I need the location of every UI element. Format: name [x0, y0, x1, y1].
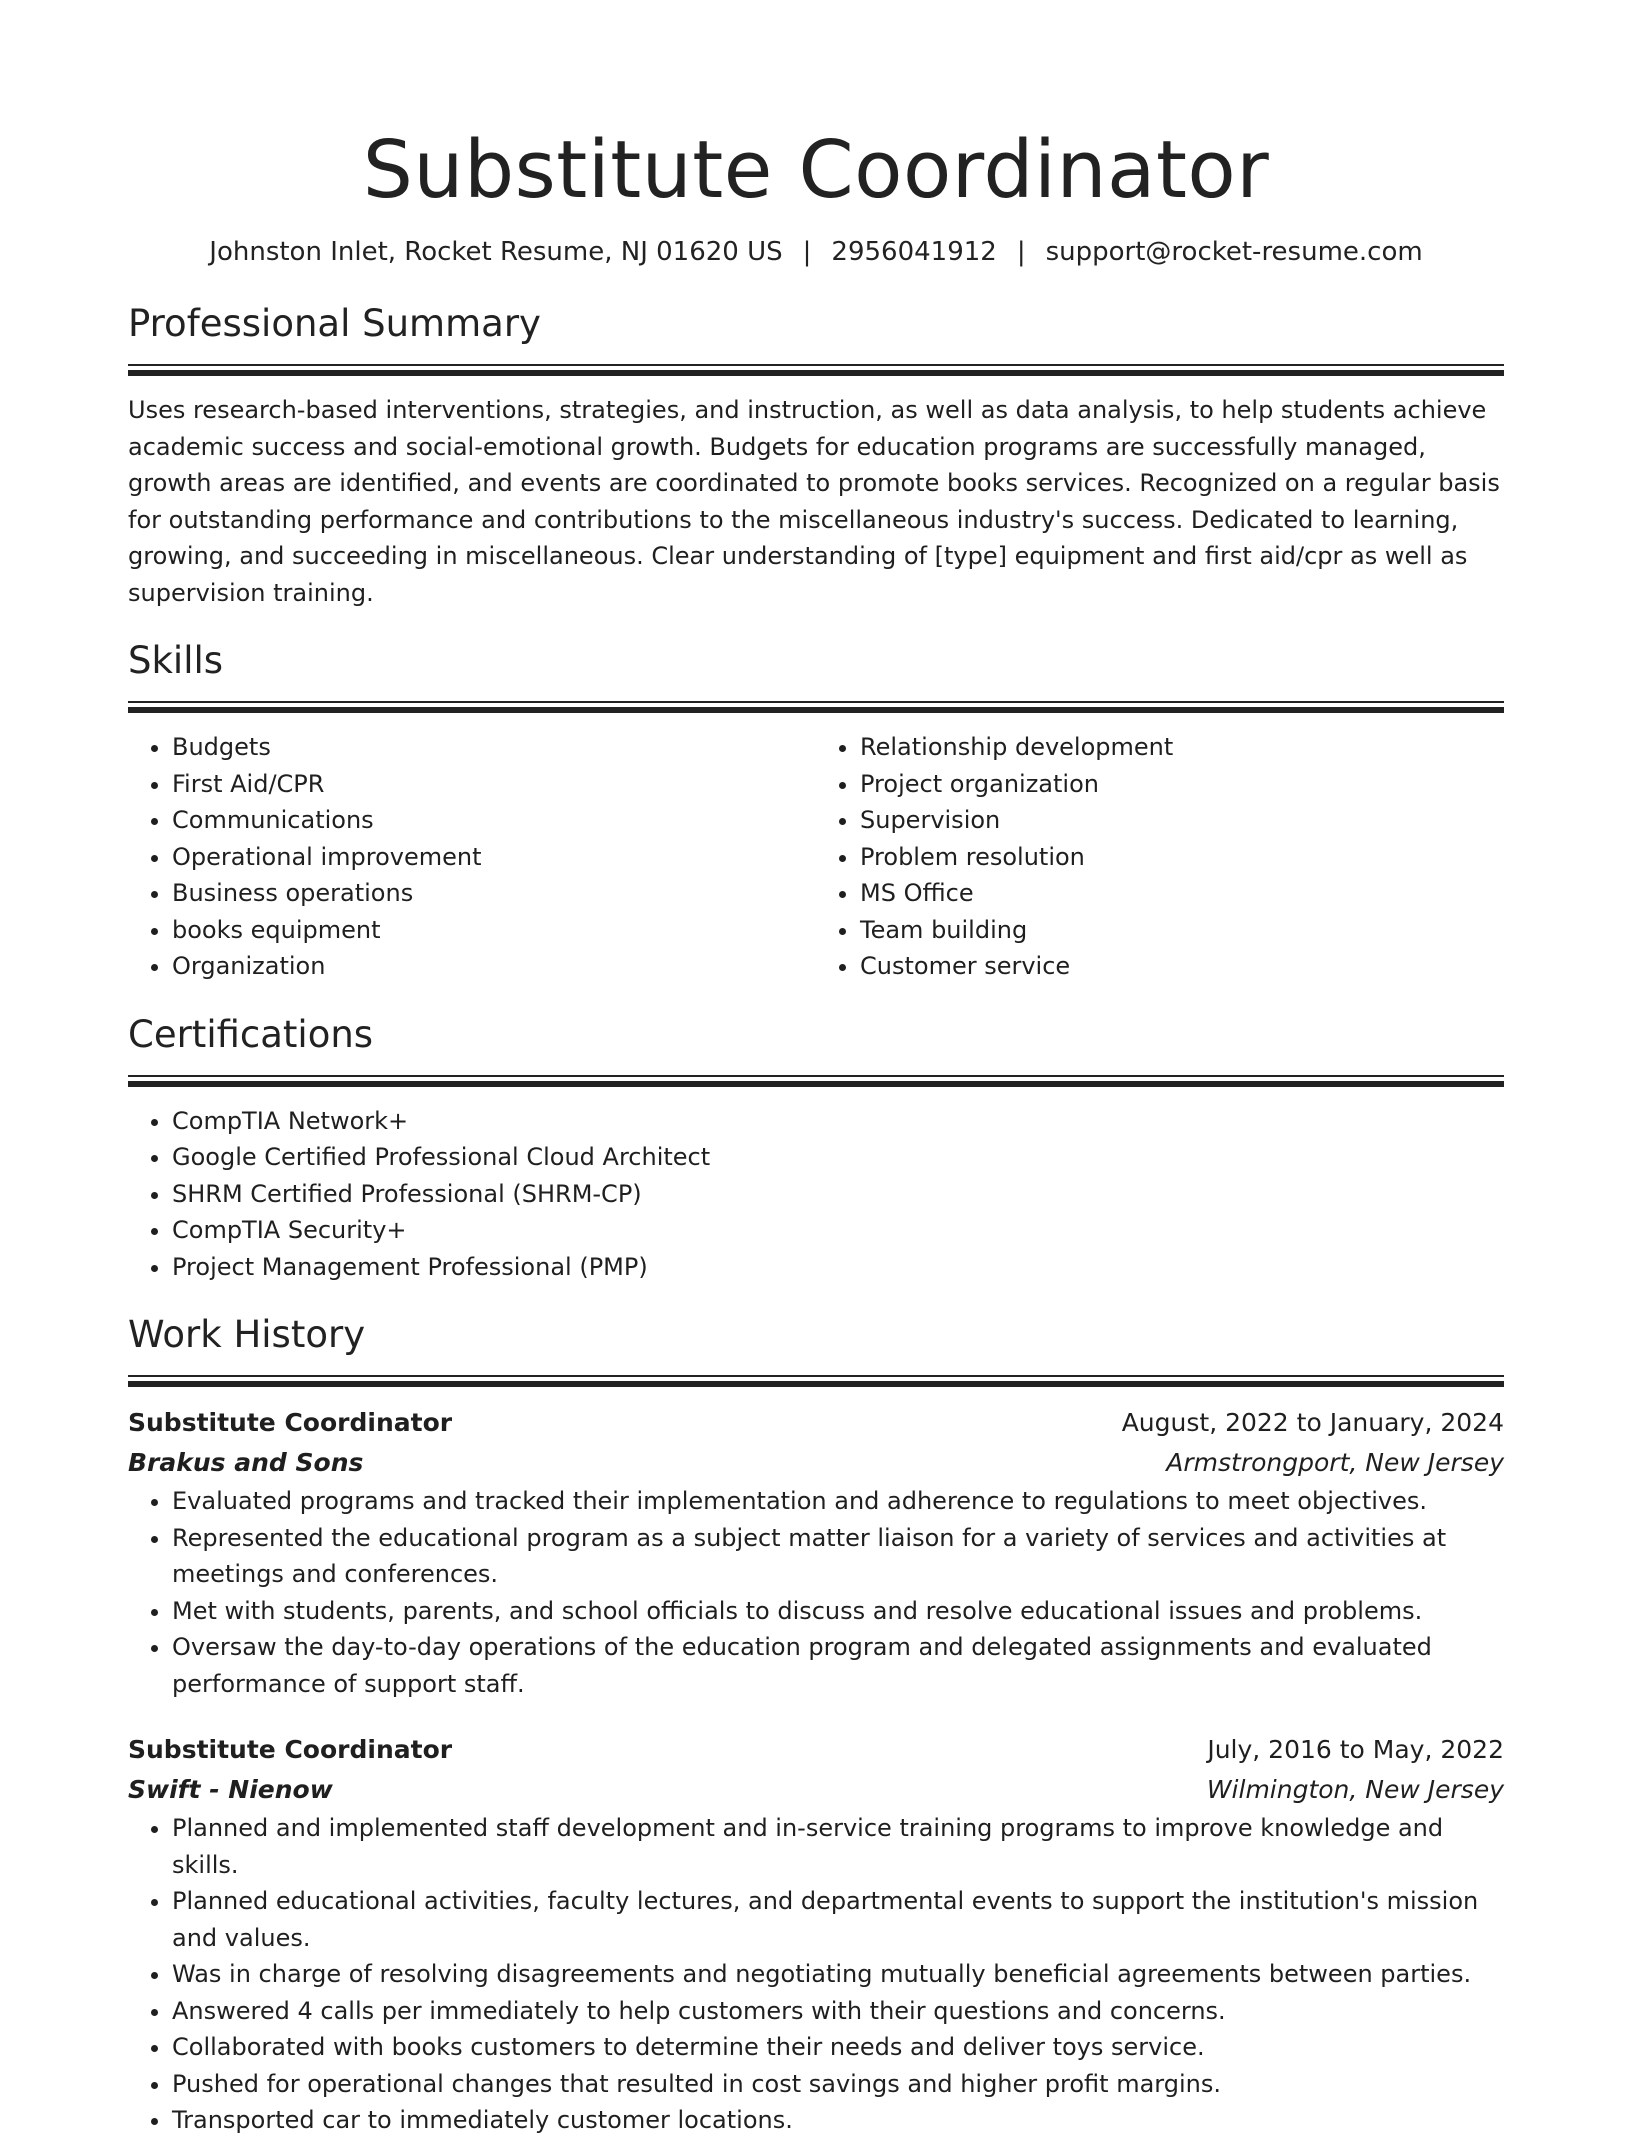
job-duty: • Answered 4 calls per immediately to help customers with their questions and concerns. — [172, 1993, 1504, 2030]
section-heading: Work History — [128, 1313, 366, 1356]
job-duty: • Oversaw the day-to-day operations of the education program and delegated assignments and evaluated performance of support staff. — [172, 1629, 1504, 1702]
skill-item: • books equipment — [172, 912, 816, 949]
certification-item: • Project Management Professional (PMP) — [172, 1249, 1504, 1286]
skill-item: • Project organization — [860, 766, 1504, 803]
contact-email: support@rocket-resume.com — [1045, 237, 1423, 267]
job-header-row — [128, 1403, 1504, 1443]
professional-summary-section — [128, 300, 1504, 611]
job-header-row — [128, 1730, 1504, 1770]
section-heading: Professional Summary — [128, 302, 541, 345]
skill-item: • Problem resolution — [860, 839, 1504, 876]
skill-item: • Communications — [172, 802, 816, 839]
job-dates: August, 2022 to January, 2024 — [1121, 1408, 1504, 1437]
summary-text: Uses research-based interventions, strategies, and instruction, as well as data analysis, to help students achieve academic success and social-emotional growth. Budgets for education programs are successfully managed, growth areas are identified, and events are coordinated to promote books services. Recognized on a regular basis for outstanding performance and contributions to the miscellaneous industry's success. Dedicated to learning, growing, and succeeding in miscellaneous. Clear understanding of [type] equipment and first aid/cpr as well as supervision training. — [128, 396, 1500, 607]
skill-item: • First Aid/CPR — [172, 766, 816, 803]
job-duty: • Met with students, parents, and school officials to discuss and resolve educational issues and problems. — [172, 1593, 1504, 1630]
skill-item: • Organization — [172, 948, 816, 985]
job-entry — [128, 1730, 1504, 2139]
job-duties-list — [128, 1810, 1504, 2139]
skill-item: • MS Office — [860, 875, 1504, 912]
certification-item: • SHRM Certified Professional (SHRM-CP) — [172, 1176, 1504, 1213]
job-location: Armstrongport, New Jersey — [1166, 1448, 1504, 1477]
certification-item: • Google Certified Professional Cloud Architect — [172, 1139, 1504, 1176]
contact-separator: | — [1016, 237, 1026, 267]
skill-item: • Customer service — [860, 948, 1504, 985]
section-divider — [128, 1375, 1504, 1387]
skill-item: • Supervision — [860, 802, 1504, 839]
skill-item: • Budgets — [172, 729, 816, 766]
skills-section — [128, 637, 1504, 985]
skill-item: • Team building — [860, 912, 1504, 949]
skills-grid — [128, 729, 1504, 985]
certifications-list — [128, 1103, 1504, 1286]
job-duty: • Planned and implemented staff development and in-service training programs to improve knowledge and skills. — [172, 1810, 1504, 1883]
section-divider — [128, 1075, 1504, 1087]
job-duty: • Collaborated with books customers to determine their needs and deliver toys service. — [172, 2029, 1504, 2066]
job-duty: • Was in charge of resolving disagreements and negotiating mutually beneficial agreements between parties. — [172, 1956, 1504, 1993]
work-history-section — [128, 1311, 1504, 2139]
job-subheader-row — [128, 1443, 1504, 1483]
skill-item: • Relationship development — [860, 729, 1504, 766]
certifications-section — [128, 1011, 1504, 1286]
section-heading: Skills — [128, 639, 224, 682]
skills-list-left — [128, 729, 816, 985]
job-duty: • Planned educational activities, faculty lectures, and departmental events to support the institution's mission and values. — [172, 1883, 1504, 1956]
contact-line — [128, 234, 1504, 270]
job-subheader-row — [128, 1770, 1504, 1810]
skills-list-right — [816, 729, 1504, 985]
skill-item: • Operational improvement — [172, 839, 816, 876]
certification-item: • CompTIA Security+ — [172, 1212, 1504, 1249]
job-title: Substitute Coordinator — [128, 1735, 453, 1764]
job-title: Substitute Coordinator — [128, 1408, 453, 1437]
section-divider — [128, 701, 1504, 713]
job-company: Brakus and Sons — [128, 1448, 364, 1477]
contact-separator: | — [802, 237, 812, 267]
job-location: Wilmington, New Jersey — [1206, 1775, 1504, 1804]
job-entry — [128, 1403, 1504, 1702]
certification-item: • CompTIA Network+ — [172, 1103, 1504, 1140]
job-dates: July, 2016 to May, 2022 — [1207, 1735, 1504, 1764]
job-duties-list — [128, 1483, 1504, 1702]
resume-page — [128, 118, 1504, 2139]
contact-phone: 2956041912 — [831, 237, 997, 267]
job-duty: • Pushed for operational changes that resulted in cost savings and higher profit margins. — [172, 2066, 1504, 2103]
contact-address: Johnston Inlet, Rocket Resume, NJ 01620 US — [209, 237, 783, 267]
skill-item: • Business operations — [172, 875, 816, 912]
job-duty: • Transported car to immediately customer locations. — [172, 2102, 1504, 2139]
section-heading: Certifications — [128, 1012, 374, 1056]
job-duty: • Evaluated programs and tracked their implementation and adherence to regulations to meet objectives. — [172, 1483, 1504, 1520]
section-divider — [128, 364, 1504, 376]
job-duty: • Represented the educational program as a subject matter liaison for a variety of services and activities at meetings and conferences. — [172, 1520, 1504, 1593]
job-company: Swift - Nienow — [128, 1775, 333, 1804]
resume-title: Substitute Coordinator — [362, 124, 1270, 216]
